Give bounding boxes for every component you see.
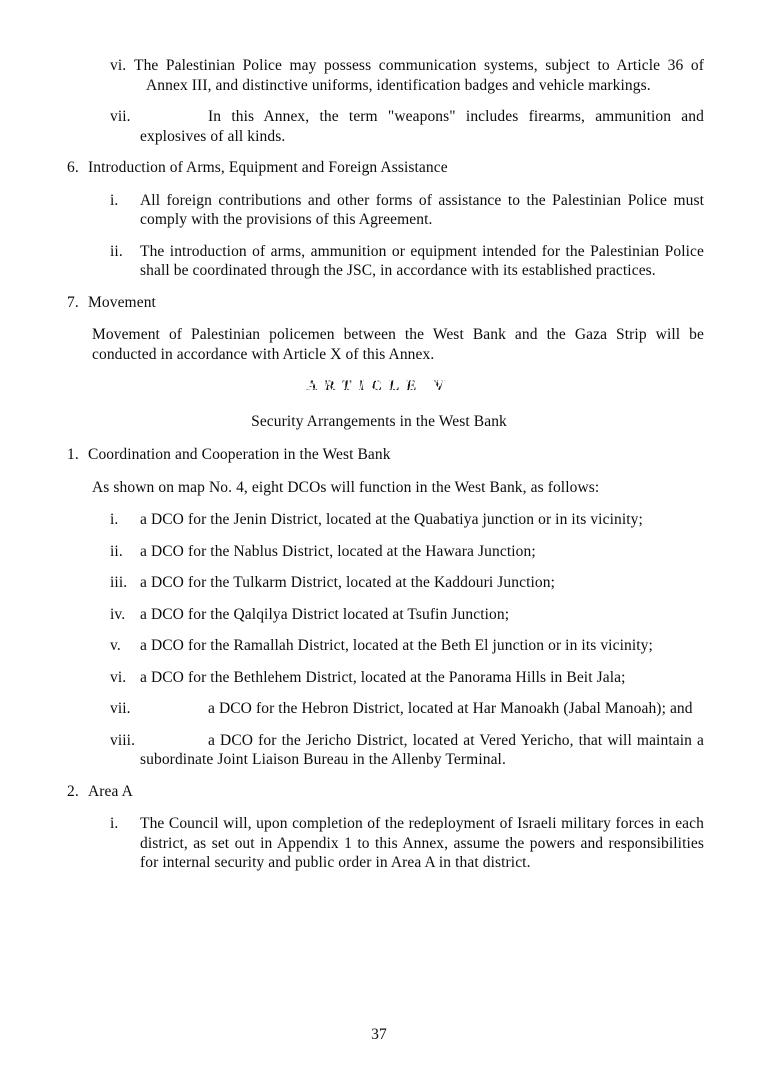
list-marker: i. <box>110 815 119 832</box>
section-7-heading <box>67 293 704 313</box>
list-marker: vi. <box>110 668 127 686</box>
list-item-v-ramallah <box>110 636 704 656</box>
list-item-text: a DCO for the Bethlehem District, located at the Panorama Hills in Beit Jala; <box>140 668 626 686</box>
list-marker: v. <box>110 637 121 654</box>
list-item-vi-bethlehem <box>110 668 704 688</box>
list-marker: vii. <box>110 108 131 125</box>
section-number: 2. <box>67 782 79 800</box>
list-item-i-contributions <box>110 191 704 230</box>
page-number: 37 <box>371 1025 387 1043</box>
list-marker: viii. <box>110 731 136 749</box>
list-item-text: a DCO for the Jericho District, located at Vered Yericho, that will maintain a subordinate Joint Liaison Bureau in the Allenby Terminal. <box>140 731 704 768</box>
list-item-text: All foreign contributions and other forms of assistance to the Palestinian Police must comply with the provisions of this Agreement. <box>140 191 704 228</box>
list-item-i-council <box>110 814 704 873</box>
list-item-vii-hebron <box>110 699 704 719</box>
section-number: 1. <box>67 446 79 463</box>
article-v-heading: ARTICLE V <box>0 377 758 397</box>
section-2-heading <box>67 782 704 802</box>
paragraph-dcos-intro: As shown on map No. 4, eight DCOs will function in the West Bank, as follows: <box>92 478 600 496</box>
list-marker: iv. <box>110 605 126 623</box>
list-item-text: a DCO for the Ramallah District, located at the Beth El junction or in its vicinity; <box>140 637 653 654</box>
list-marker: vii. <box>110 700 131 717</box>
list-item-ii-nablus <box>110 542 704 562</box>
list-item-text: The Palestinian Police may possess communication systems, subject to Article 36 of Annex III, and distinctive uniforms, identification badges and vehicle markings. <box>134 57 704 94</box>
section-1-heading <box>67 445 704 465</box>
list-item-text: a DCO for the Tulkarm District, located at the Kaddouri Junction; <box>140 574 556 591</box>
article-subtitle: Security Arrangements in the West Bank <box>251 412 507 430</box>
list-marker: ii. <box>110 242 123 260</box>
section-number: 6. <box>67 159 79 176</box>
section-title: Introduction of Arms, Equipment and Foreign Assistance <box>88 159 448 176</box>
list-marker: ii. <box>110 542 123 560</box>
list-marker: i. <box>110 191 119 209</box>
list-marker: i. <box>110 511 119 528</box>
list-item-text: The Council will, upon completion of the redeployment of Israeli military forces in each district, as set out in Appendix 1 to this Annex, assume the powers and responsibilities for internal security and public order in Area A in that district. <box>140 815 704 871</box>
list-item-text: a DCO for the Hebron District, located at Har Manoakh (Jabal Manoah); and <box>208 700 693 717</box>
list-item-iii-tulkarm <box>110 573 704 593</box>
list-item-vii-weapons <box>110 107 704 146</box>
list-item-text: The introduction of arms, ammunition or equipment intended for the Palestinian Police shall be coordinated through the JSC, in accordance with its established practices. <box>140 242 704 279</box>
list-item-text: a DCO for the Qalqilya District located at Tsufin Junction; <box>140 605 510 623</box>
list-item-text: a DCO for the Nablus District, located at the Hawara Junction; <box>140 542 536 560</box>
list-item-text: In this Annex, the term "weapons" includes firearms, ammunition and explosives of all kinds. <box>140 108 704 145</box>
list-item-text: a DCO for the Jenin District, located at the Quabatiya junction or in its vicinity; <box>140 511 643 528</box>
paragraph-movement: Movement of Palestinian policemen between the West Bank and the Gaza Strip will be conducted in accordance with Article X of this Annex. <box>92 326 704 363</box>
section-number: 7. <box>67 293 79 311</box>
section-title: Coordination and Cooperation in the West Bank <box>88 446 391 463</box>
list-item-i-jenin <box>110 510 704 530</box>
list-item-viii-jericho <box>110 731 704 770</box>
section-title: Movement <box>88 293 156 311</box>
list-item-ii-introduction-arms <box>110 242 704 281</box>
list-marker: iii. <box>110 574 128 591</box>
section-title: Area A <box>88 782 133 800</box>
list-item-vi-communication <box>110 56 704 95</box>
list-item-iv-qalqilya <box>110 605 704 625</box>
list-marker: vi. <box>110 57 127 74</box>
section-6-heading <box>67 158 704 178</box>
